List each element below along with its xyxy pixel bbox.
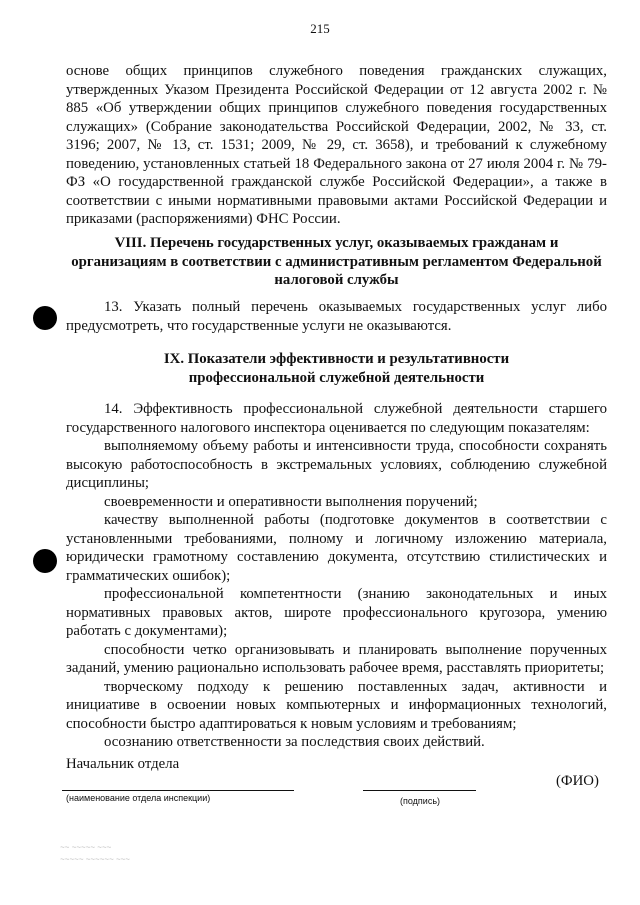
signature-caption: (подпись) (400, 796, 441, 806)
item-14-intro: 14. Эффективность профессиональной служебной деятельности старшего государственного налогового инспектора оценивается по следующим показателям: (66, 401, 607, 436)
fio-label: (ФИО) (556, 773, 599, 789)
intro-paragraph: основе общих принципов служебного поведения гражданских служащих, утвержденных Указом Президента Российской Федерации от 12 августа 2002 г. № 885 «Об утверждении общих принципов служебного поведения государственных служащих» (Собрание законодательства Российской Федерации, 2002, № 33, ст. 3196; 2007, № 13, ст. 1531; 2009, № 29, ст. 3658), и требований к служебному поведению, установленных статьей 18 Федерального закона от 27 июля 2004 г. № 79-ФЗ «О государственной гражданской службе Российской Федерации», а также в соответствии с иными нормативными правовыми актами Российской Федерации и приказами (распоряжениями) ФНС России. (66, 63, 607, 227)
indicator-item: творческому подходу к решению поставленных задач, активности и инициативе в освоении новых компьютерных и информационных технологий, способности быстро адаптироваться к новым условиям и требованиям; (66, 678, 607, 732)
indicator-item: осознанию ответственности за последствия своих действий. (104, 734, 485, 750)
indicator-item: профессиональной компетентности (знанию законодательных и иных нормативных правовых актов, широте профессионального кругозора, умению работать с документами); (66, 586, 607, 639)
punch-hole-marker (33, 306, 57, 330)
indicator-item: своевременности и оперативности выполнения поручений; (104, 493, 478, 510)
signature-line (363, 790, 476, 791)
department-caption: (наименование отдела инспекции) (66, 793, 211, 803)
department-head-label: Начальник отдела (66, 756, 180, 772)
indicator-item: способности четко организовывать и планировать выполнение порученных заданий, умению рационально использовать рабочее время, расставлять приоритеты; (66, 641, 607, 676)
faint-stamp-line: ~~~~~ ~~~~~~ ~~~ (60, 855, 130, 864)
section-9-title: IX. Показатели эффективности и результативности профессиональной служебной деятельности (163, 351, 510, 386)
indicator-item: качеству выполненной работы (подготовке документов в соответствии с установленными требованиями, полному и логичному изложению материала, юридически грамотному составлению документа, отсутствию стилистических и грамматических ошибок); (66, 512, 607, 584)
section-8-title: VIII. Перечень государственных услуг, оказываемых гражданам и организациям в соответствии с административным регламентом Федеральной налоговой службы (71, 235, 602, 288)
punch-hole-marker (33, 549, 57, 573)
page-number: 215 (310, 21, 330, 36)
item-13: 13. Указать полный перечень оказываемых государственных услуг либо предусмотреть, что государственные услуги не оказываются. (66, 299, 607, 334)
department-signature-line (62, 790, 294, 791)
indicator-item: выполняемому объему работы и интенсивности труда, способности сохранять высокую работоспособность в экстремальных условиях, соблюдению служебной дисциплины; (66, 438, 607, 491)
faint-stamp-line: ~~ ~~~~~ ~~~ (60, 843, 112, 852)
item-14 (66, 400, 607, 752)
